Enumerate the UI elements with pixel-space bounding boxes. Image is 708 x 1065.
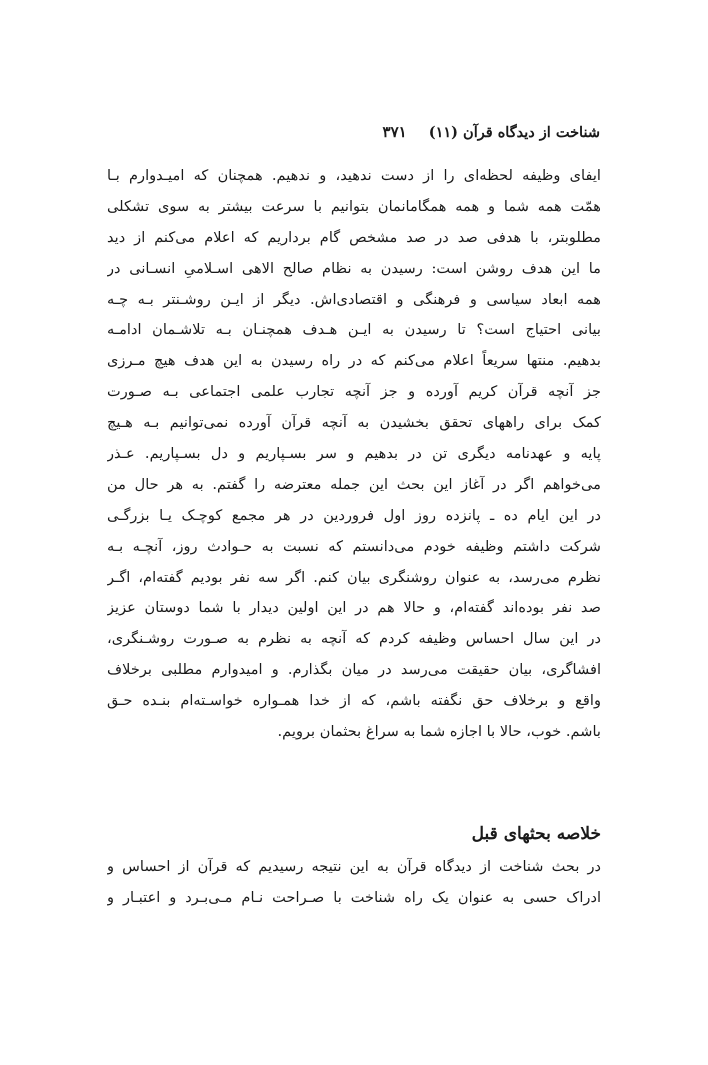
running-header (120, 118, 600, 146)
text-line: باشم. خوب، حالا با اجازه شما به سراغ بحثمان برویم. (277, 723, 601, 741)
text-line: پایه و عهدنامه دیگری تن در بدهیم و سر بسـپاریم و دل بسـپاریم. عـذر (107, 445, 601, 463)
header-title: شناخت از دیدگاه قرآن (۱۱) (428, 123, 600, 141)
text-line: واقع و برخلاف حق نگفته باشم، که از خدا همـواره خواسـته‌ام بنـده حـق (107, 692, 601, 710)
text-line: کمک برای راههای تحقق بخشیدن به آنچه قرآن آورده نمی‌توانیم بـه هـیچ (107, 414, 601, 432)
text-line: صد نفر بوده‌اند گفته‌ام، و حالا هم در این اولین دیدار با شما دوستان عزیز (107, 599, 601, 617)
text-line: جز آنچه قرآن کریم آورده و جز آنچه تجارب علمی اجتماعی بـه صـورت (107, 383, 601, 401)
text-line: ما این هدف روشن است: رسیدن به نظام صالح الاهی اسـلامیِ انسـانی در (107, 259, 601, 277)
text-line: شرکت داشتم وظیفه خودم می‌دانستم که نسبت به حـوادث روز، آنچـه بـه (107, 537, 601, 555)
text-line: در این ایام ده ـ پانزده روز اول فروردین در هر مجمع کوچـک یـا بزرگـی (107, 506, 601, 524)
body-paragraph (107, 161, 601, 748)
text-line: ایفای وظیفه لحظه‌ای را از دست ندهید، و ندهیم. همچنان که امیـدوارم بـا (107, 167, 601, 184)
text-line: مطلوبتر، با هدفی صد در صد مشخص گام برداریم که اعلام می‌کنم از دید (107, 228, 601, 246)
text-line: می‌خواهم اگر در آغاز این بحث این جمله معترضه را گفتم. به هر حال من (107, 475, 601, 493)
text-line: ادراک حسی به عنوان یک راه شناخت با صـراحت نـام مـی‌بـرد و اعتبـار و (107, 888, 601, 906)
text-line: همّت همه شما و همه همگامانمان بتوانیم با سرعت بیشتر به سوی تشکلی (107, 197, 601, 215)
text-line: همه ابعاد سیاسی و فرهنگی و اقتصادی‌اش. دیگر از ایـن روشـنتر بـه چـه (107, 290, 601, 308)
text-line: نظرم می‌رسد، به عنوان روشنگری بیان کنم. اگر سه نفر بودیم گفته‌ام، اگـر (107, 568, 601, 586)
section-paragraph (107, 852, 601, 914)
text-line: بیانی احتیاج است؟ تا رسیدن به ایـن هـدف همچنـان بـه تلاشـمان ادامـه (107, 321, 601, 339)
text-line: در بحث شناخت از دیدگاه قرآن به این نتیجه رسیدیم که قرآن از احساس و (107, 858, 601, 875)
text-line: افشاگری، بیان حقیقت می‌رسد در میان بگذارم. و امیدوارم مطلبی برخلاف (107, 661, 601, 679)
page-number: ۳۷۱ (382, 123, 407, 141)
section-heading: خلاصه بحثهای قبل (471, 824, 601, 844)
text-line: در این سال احساس وظیفه کردم که آنچه به نظرم به صـورت روشـنگری، (107, 630, 601, 648)
text-line: بدهیم. منتها سریعاً اعلام می‌کنم که در راه رسیدن به این هدف هیچ مـرزی (107, 352, 601, 370)
